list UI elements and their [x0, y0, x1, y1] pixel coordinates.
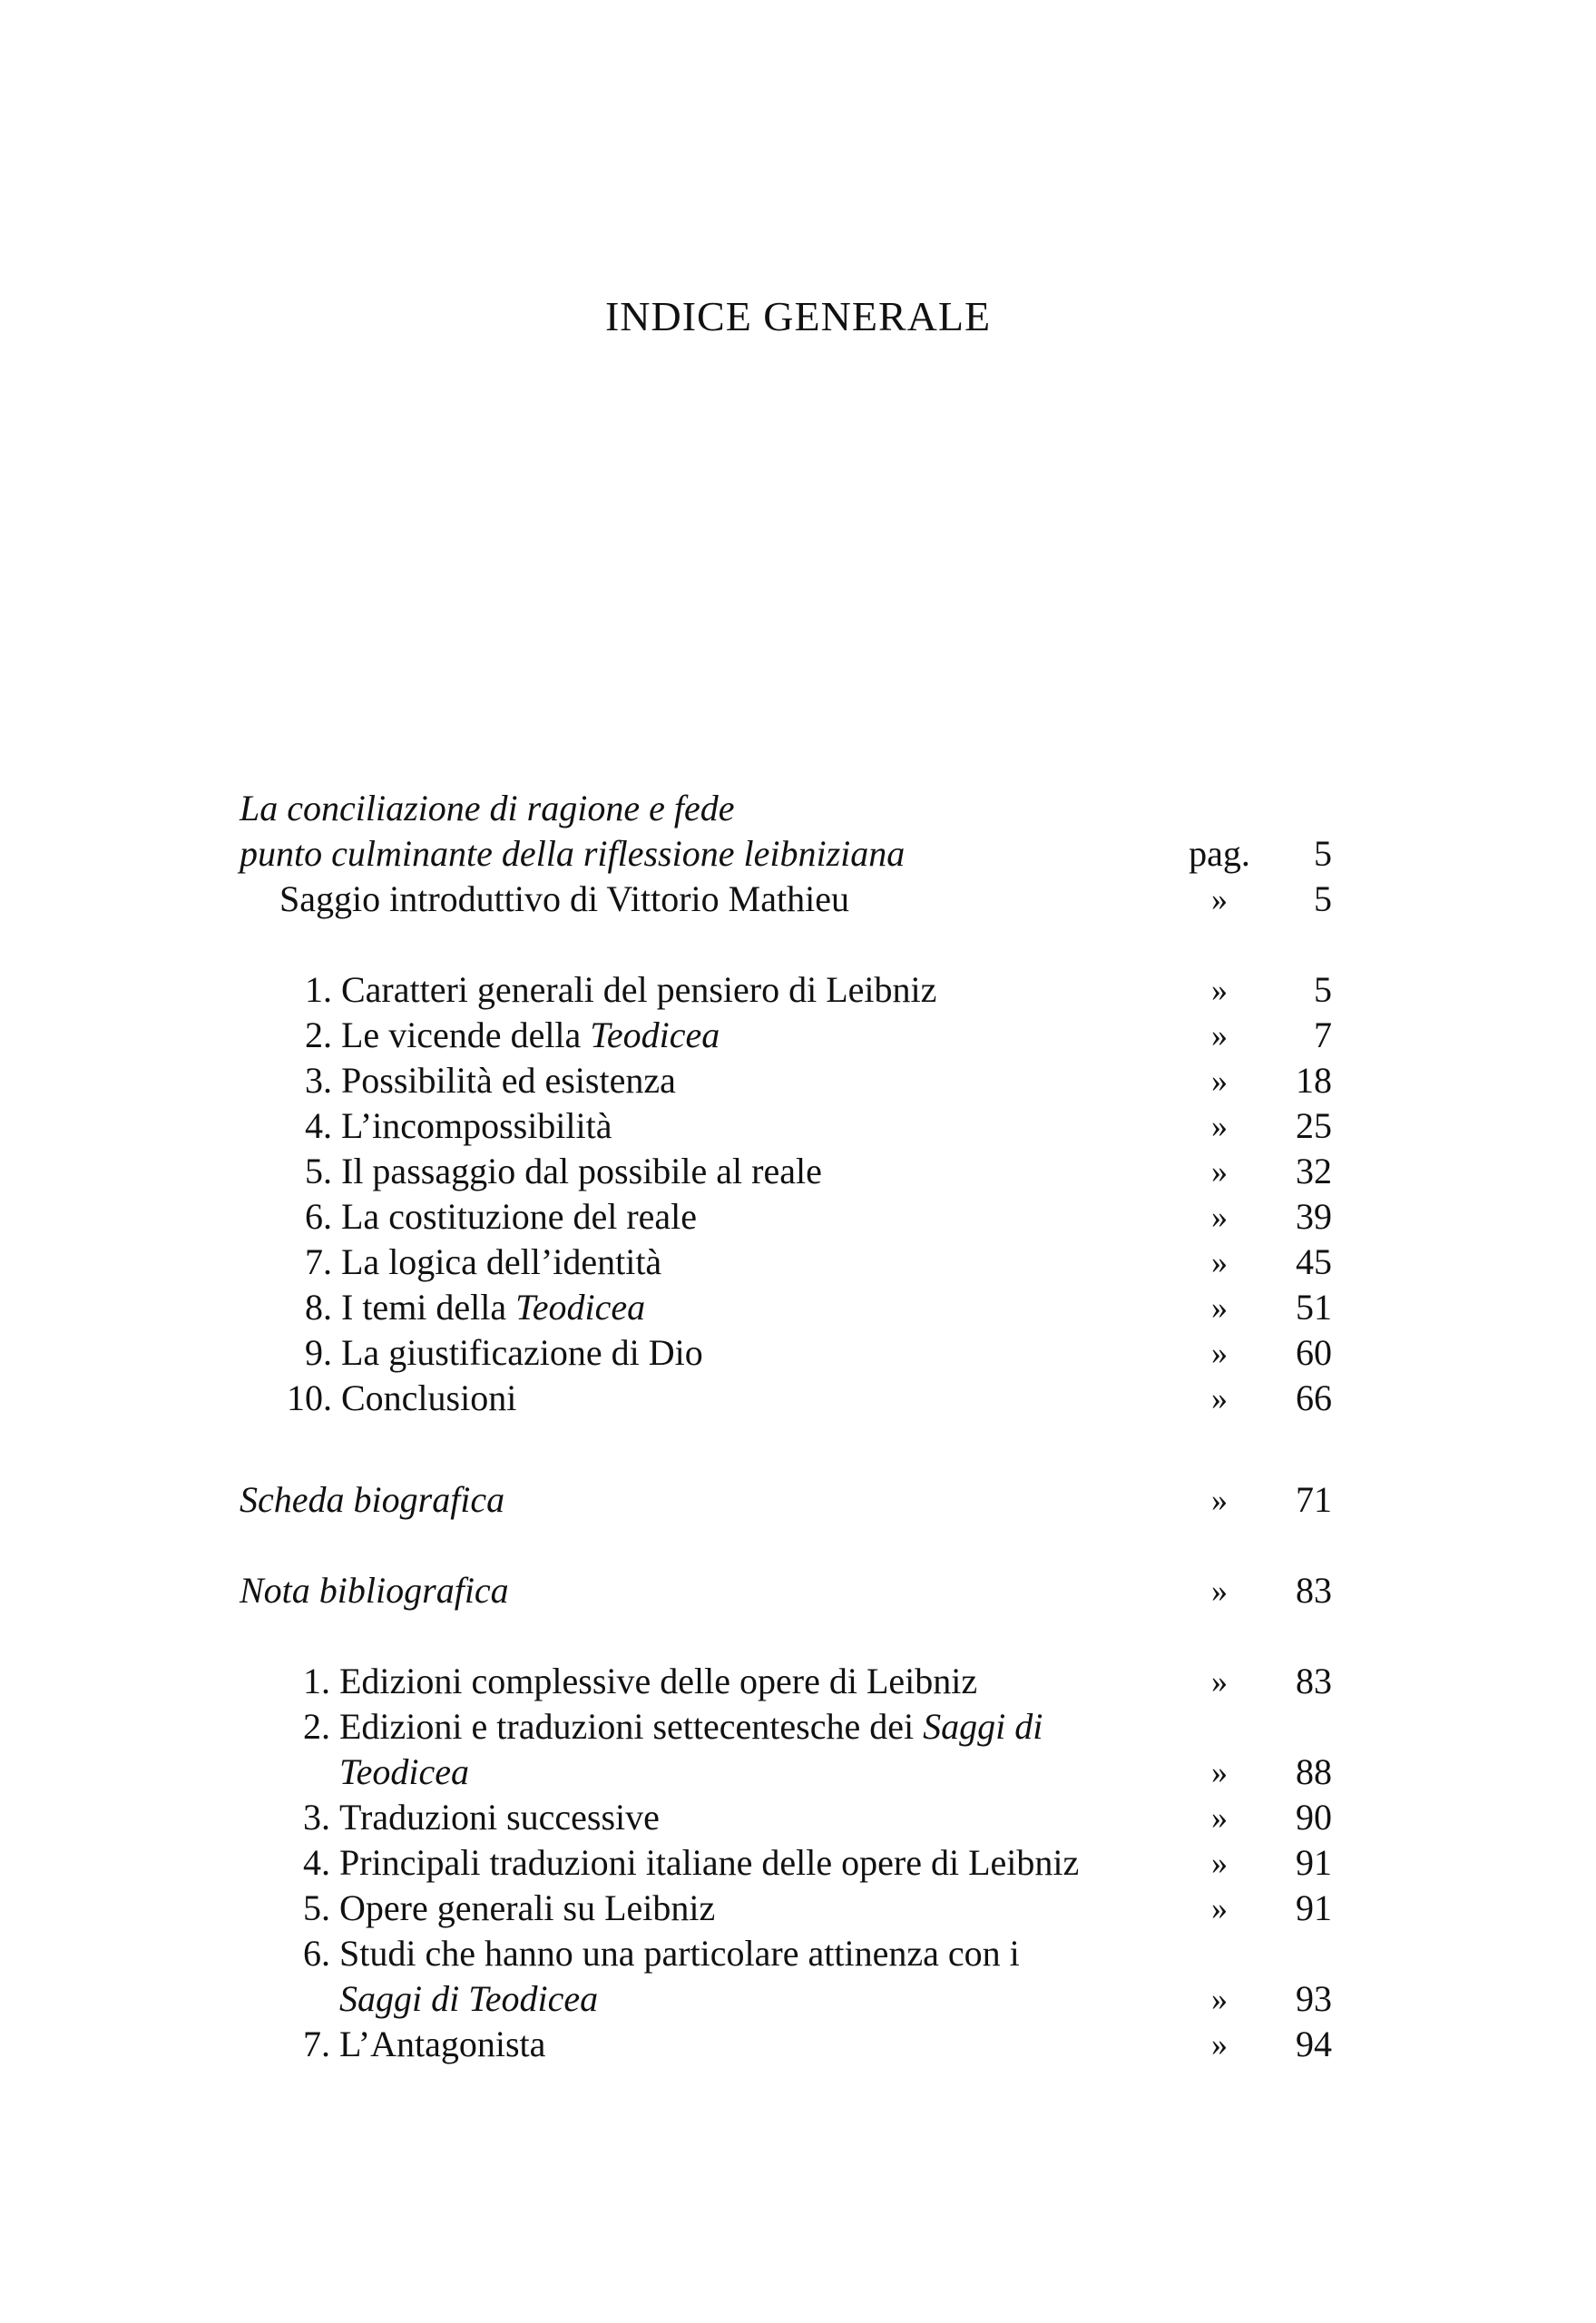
chapter-title: [341, 1013, 720, 1058]
chapter-page: 51: [1296, 1287, 1332, 1328]
chapter-page: 60: [1296, 1332, 1332, 1373]
chapter-page: 45: [1296, 1241, 1332, 1282]
chapter-title-text: La logica dell’identità: [341, 1241, 662, 1282]
biblio-title-text: L’Antagonista: [339, 2024, 546, 2064]
biblio-page: 90: [1296, 1797, 1332, 1838]
chapter-title-text: Caratteri generali del pensiero di Leibniz: [341, 969, 937, 1010]
chapter-marker: »: [1211, 1063, 1228, 1099]
biblio-title-text: Studi che hanno una particolare attinenza con i: [339, 1933, 1020, 1974]
biblio-title: [339, 1795, 660, 1840]
biblio-title: [339, 1886, 715, 1931]
chapter-title: [341, 967, 936, 1013]
chapter-page: 7: [1314, 1014, 1332, 1055]
biblio-title-continuation: Teodicea: [339, 1751, 469, 1792]
chapter-title-text: Possibilità ed esistenza: [341, 1060, 676, 1101]
biblio-title: [339, 1704, 1043, 1750]
biblio-title-text: Principali traduzioni italiane delle opere di Leibniz: [339, 1842, 1080, 1883]
chapter-number: 6.: [305, 1196, 332, 1237]
biblio-title-text: Traduzioni successive: [339, 1797, 660, 1838]
chapter-marker: »: [1211, 1289, 1228, 1326]
chapter-number: 1.: [305, 969, 332, 1010]
biblio-title-text: Edizioni e traduzioni settecentesche dei: [339, 1706, 924, 1747]
biblio-title: [339, 1840, 1079, 1886]
chapter-marker: »: [1211, 1199, 1228, 1235]
chapter-title: [341, 1058, 676, 1103]
chapter-title-text: I temi della: [341, 1287, 516, 1328]
scheda-marker: »: [1211, 1482, 1228, 1518]
intro-essay-label: Saggio introduttivo di Vittorio Mathieu: [279, 878, 849, 919]
chapter-page: 25: [1296, 1105, 1332, 1146]
intro-title-marker: pag.: [1189, 833, 1250, 874]
biblio-title-text: Edizioni complessive delle opere di Leibniz: [339, 1661, 978, 1701]
biblio-number: 5.: [303, 1887, 330, 1928]
scheda-label: Scheda biografica: [240, 1479, 505, 1520]
chapter-marker: »: [1211, 1108, 1228, 1144]
chapter-page: 66: [1296, 1377, 1332, 1418]
chapter-title: [341, 1330, 703, 1376]
biblio-number: 3.: [303, 1797, 330, 1838]
biblio-number: 1.: [303, 1661, 330, 1701]
biblio-number: 4.: [303, 1842, 330, 1883]
intro-title-line2: punto culminante della riflessione leibniziana: [240, 833, 906, 874]
nota-marker: »: [1211, 1573, 1228, 1609]
chapter-marker: »: [1211, 1335, 1228, 1371]
chapter-number: 8.: [305, 1287, 332, 1328]
intro-title-page: 5: [1314, 833, 1332, 874]
chapter-page: 32: [1296, 1151, 1332, 1191]
chapter-title-text: Conclusioni: [341, 1377, 517, 1418]
biblio-page: 88: [1296, 1751, 1332, 1792]
biblio-title-italic: Saggi di: [923, 1706, 1043, 1747]
chapter-number: 4.: [305, 1105, 332, 1146]
chapter-title-text: La giustificazione di Dio: [341, 1332, 703, 1373]
intro-essay-page: 5: [1314, 878, 1332, 919]
chapter-title-italic: Teodicea: [515, 1287, 646, 1328]
chapter-number: 7.: [305, 1241, 332, 1282]
chapter-page: 39: [1296, 1196, 1332, 1237]
chapter-number: 3.: [305, 1060, 332, 1101]
biblio-marker: »: [1211, 1663, 1228, 1700]
chapter-title: [341, 1240, 661, 1285]
chapter-number: 2.: [305, 1014, 332, 1055]
biblio-title: [339, 2022, 545, 2067]
chapter-title-text: L’incompossibilità: [341, 1105, 612, 1146]
biblio-page: 94: [1296, 2024, 1332, 2064]
nota-page: 83: [1296, 1570, 1332, 1611]
nota-label: Nota bibliografica: [240, 1570, 509, 1611]
chapter-title-text: La costituzione del reale: [341, 1196, 698, 1237]
chapter-page: 18: [1296, 1060, 1332, 1101]
biblio-title-continuation: Saggi di Teodicea: [339, 1978, 599, 2019]
biblio-marker: »: [1211, 1754, 1228, 1790]
chapter-title-italic: Teodicea: [590, 1014, 720, 1055]
chapter-marker: »: [1211, 972, 1228, 1008]
biblio-marker: »: [1211, 1845, 1228, 1881]
biblio-page: 83: [1296, 1661, 1332, 1701]
chapter-title: [341, 1103, 612, 1149]
chapter-page: 5: [1314, 969, 1332, 1010]
biblio-marker: »: [1211, 1890, 1228, 1926]
intro-essay-marker: »: [1211, 881, 1228, 917]
page-title: INDICE GENERALE: [604, 293, 992, 339]
scheda-page: 71: [1296, 1479, 1332, 1520]
chapter-marker: »: [1211, 1153, 1228, 1190]
chapter-marker: »: [1211, 1380, 1228, 1416]
chapter-title: [341, 1149, 822, 1194]
chapter-marker: »: [1211, 1017, 1228, 1054]
chapter-number: 10.: [287, 1377, 332, 1418]
biblio-title: [339, 1659, 977, 1704]
chapter-marker: »: [1211, 1244, 1228, 1280]
biblio-title: [339, 1931, 1020, 1976]
chapter-title: [341, 1285, 645, 1330]
chapter-number: 9.: [305, 1332, 332, 1373]
biblio-number: 7.: [303, 2024, 330, 2064]
biblio-title-text: Opere generali su Leibniz: [339, 1887, 716, 1928]
biblio-number: 2.: [303, 1706, 330, 1747]
chapter-title-text: Il passaggio dal possibile al reale: [341, 1151, 822, 1191]
chapter-title-text: Le vicende della: [341, 1014, 591, 1055]
biblio-marker: »: [1211, 1799, 1228, 1836]
intro-title-line1: La conciliazione di ragione e fede: [240, 788, 735, 828]
chapter-number: 5.: [305, 1151, 332, 1191]
chapter-title: [341, 1194, 697, 1240]
biblio-page: 91: [1296, 1887, 1332, 1928]
biblio-marker: »: [1211, 2026, 1228, 2063]
biblio-page: 91: [1296, 1842, 1332, 1883]
biblio-page: 93: [1296, 1978, 1332, 2019]
biblio-number: 6.: [303, 1933, 330, 1974]
chapter-title: [341, 1376, 516, 1421]
biblio-marker: »: [1211, 1981, 1228, 2017]
